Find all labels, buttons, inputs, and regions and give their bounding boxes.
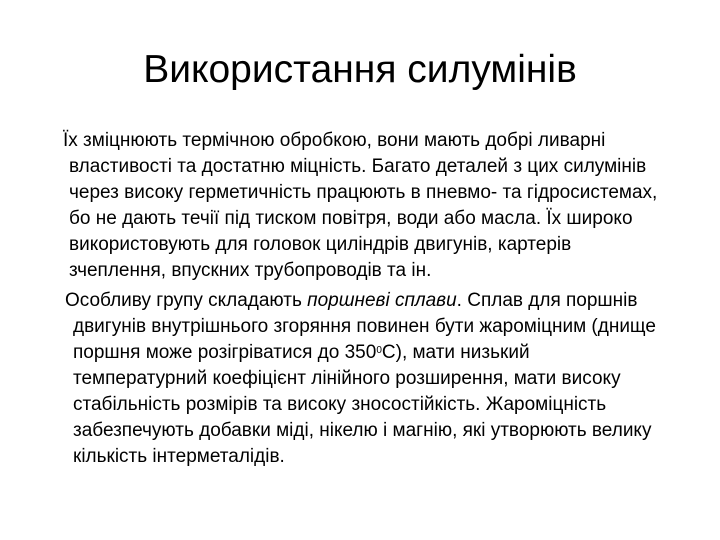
slide-title: Використання силумінів	[143, 48, 577, 91]
paragraph-1: Їх зміцнюють термічною обробкою, вони мають добрі ливарні властивості та достатню міцність. Багато деталей з цих силумінів через високу герметичність працюють в пневмо- та гідросистемах, бо не дають течії під тиском повітря, води або масла. Їх широко використовують для головок циліндрів двигунів, картерів зчеплення, впускних трубопроводів та ін.	[63, 130, 658, 281]
degree-superscript: 0	[376, 345, 382, 356]
paragraph-2-text-b: . Сплав для поршнів двигунів внутрішнього згоряння повинен бути жароміцним (днище поршня може розігріватися до 350	[73, 290, 656, 363]
slide-body	[61, 128, 661, 474]
paragraph-2-italic-term: поршневі сплави	[307, 290, 457, 311]
paragraph-2-text-a: Особливу групу складають	[65, 290, 308, 311]
paragraph-2-text-c: С), мати низький температурний коефіцієнт лінійного розширення, мати високу стабільність розмірів та високу зносостійкість. Жароміцність забезпечують добавки міді, нікелю і магнію, які утворюють велику кількість інтерметалідів.	[73, 342, 652, 467]
paragraph-2	[61, 288, 661, 470]
